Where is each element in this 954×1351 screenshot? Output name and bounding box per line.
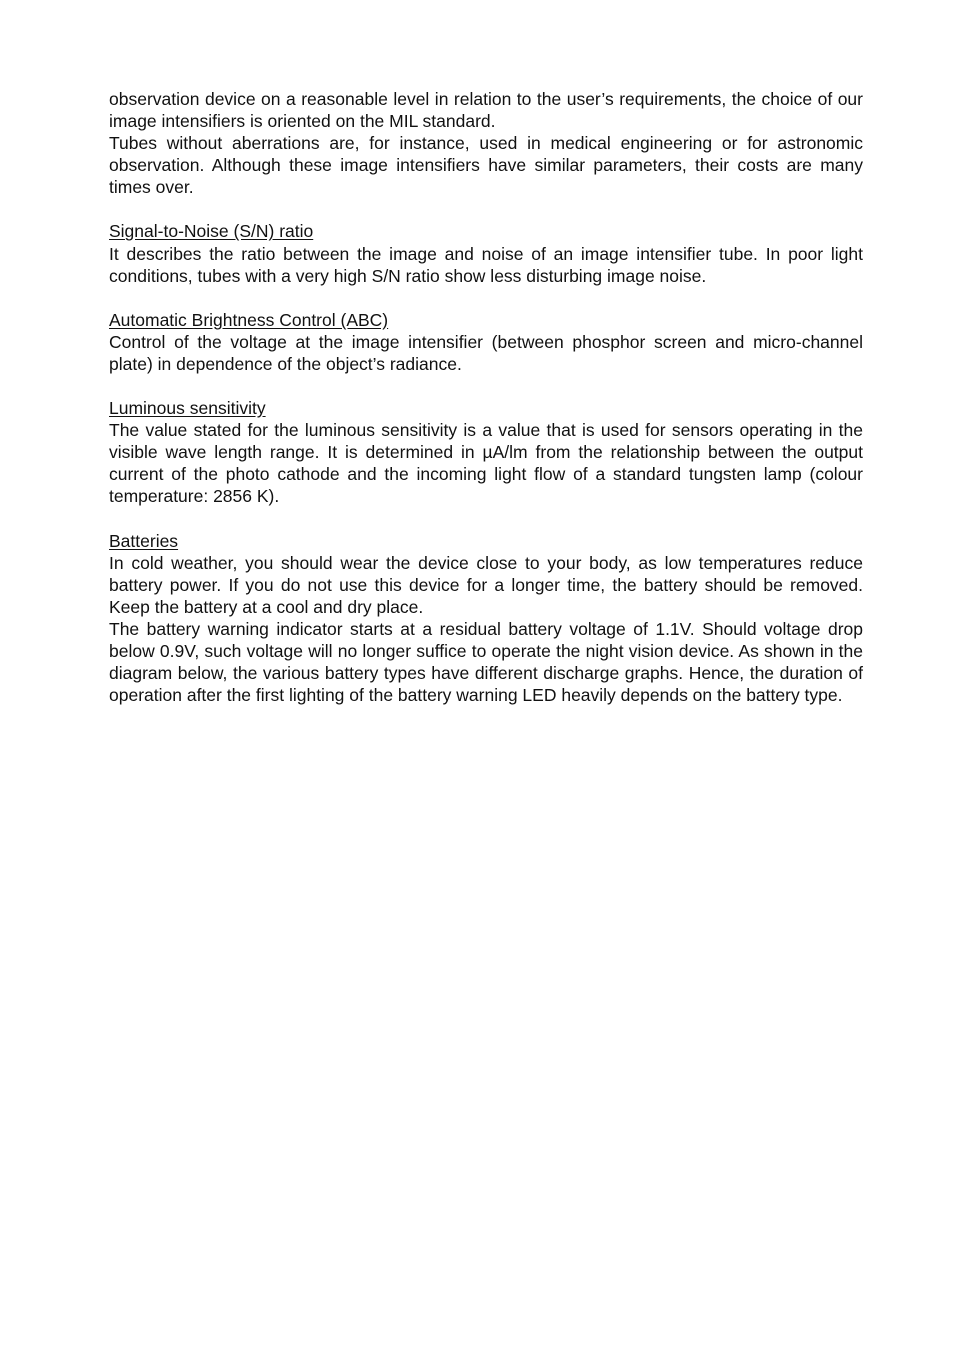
section-body-batteries-1: In cold weather, you should wear the device close to your body, as low temperatures reduce battery power. If you do not use this device for a longer time, the battery should be removed. Keep the battery at a cool and dry place. [109, 552, 863, 617]
spacer [109, 508, 863, 530]
section-body-sn-ratio: It describes the ratio between the image and noise of an image intensifier tube. In poor light conditions, tubes with a very high S/N ratio show less disturbing image noise. [109, 243, 863, 286]
section-heading-luminous-sensitivity: Luminous sensitivity [109, 398, 266, 419]
spacer [109, 287, 863, 309]
section-body-batteries-2: The battery warning indicator starts at a residual battery voltage of 1.1V. Should voltage drop below 0.9V, such voltage will no longer suffice to operate the night vision device. As shown in the diagram below, the various battery types have different discharge graphs. Hence, the duration of operation after the first lighting of the battery warning LED heavily depends on the battery type. [109, 618, 863, 706]
section-heading-abc: Automatic Brightness Control (ABC) [109, 309, 389, 330]
section-body-luminous-sensitivity: The value stated for the luminous sensitivity is a value that is used for sensors operating in the visible wave length range. It is determined in µA/lm from the relationship between the output current of the photo cathode and the incoming light flow of a standard tungsten lamp (colour temperature: 2856 K). [109, 420, 863, 507]
intro-paragraph-2: Tubes without aberrations are, for instance, used in medical engineering or for astronomic observation. Although these image intensifiers have similar parameters, their costs are many times over. [109, 133, 863, 198]
intro-paragraph-1: observation device on a reasonable level in relation to the user’s requirements, the choice of our image intensifiers is oriented on the MIL standard. [109, 89, 863, 132]
spacer [109, 375, 863, 397]
section-heading-sn-ratio: Signal-to-Noise (S/N) ratio [109, 221, 314, 242]
section-heading-batteries: Batteries [109, 530, 179, 551]
spacer [109, 198, 863, 220]
section-body-abc: Control of the voltage at the image intensifier (between phosphor screen and micro-channel plate) in dependence of the object’s radiance. [109, 331, 863, 374]
